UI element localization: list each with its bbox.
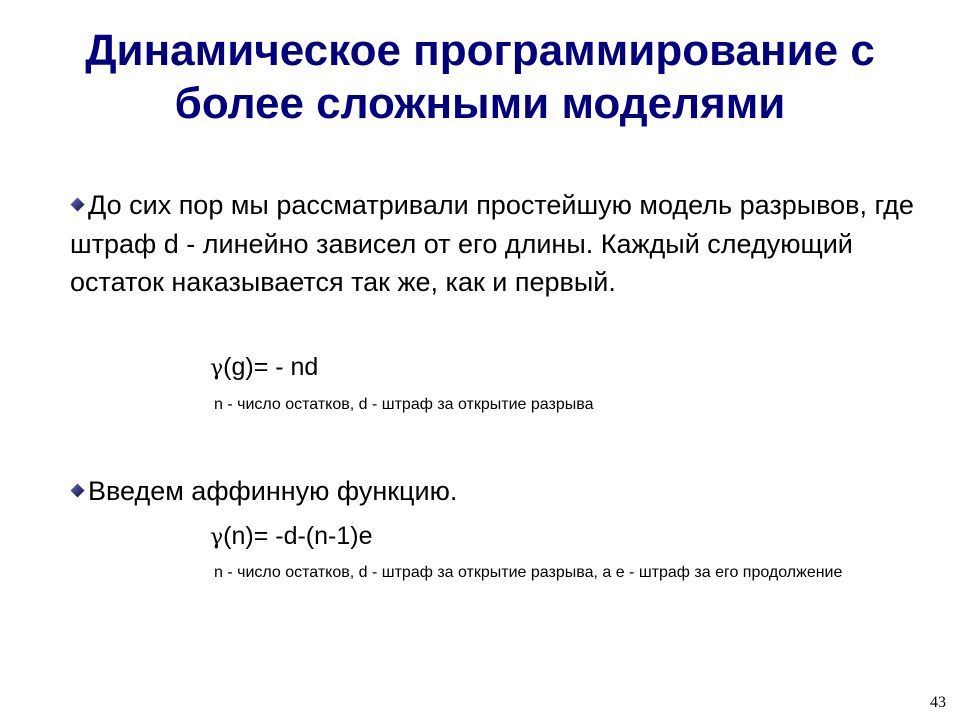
slide-title-line-1: Динамическое программирование с xyxy=(85,26,875,75)
diamond-bullet-icon xyxy=(70,483,85,498)
gamma-symbol: γ xyxy=(210,525,224,550)
gamma-symbol: γ xyxy=(210,356,224,381)
bullet-2-text: Введем аффинную функцию. xyxy=(88,476,458,506)
page-number: 43 xyxy=(930,694,946,711)
formula-2-expression: (n)= -d-(n-1)e xyxy=(223,522,373,550)
slide-title xyxy=(0,24,960,130)
bullet-1-text: До сих пор мы рассматривали простейшую модель разрывов, где штраф d - линейно зависел от его длины. Каждый следующий остаток наказывается так же, как и первый. xyxy=(70,190,914,297)
bullet-item-1 xyxy=(70,186,930,302)
slide-title-line-2: более сложными моделями xyxy=(174,79,786,128)
note-2: n - число остатков, d - штраф за открытие разрыва, а e - штраф за его продолжение xyxy=(214,564,843,581)
note-1: n - число остатков, d - штраф за открытие разрыва xyxy=(214,396,594,413)
formula-1-expression: (g)= - nd xyxy=(223,353,319,381)
formula-1 xyxy=(210,352,318,384)
diamond-bullet-icon xyxy=(70,197,85,212)
formula-2 xyxy=(210,521,373,553)
bullet-item-2 xyxy=(70,472,930,511)
